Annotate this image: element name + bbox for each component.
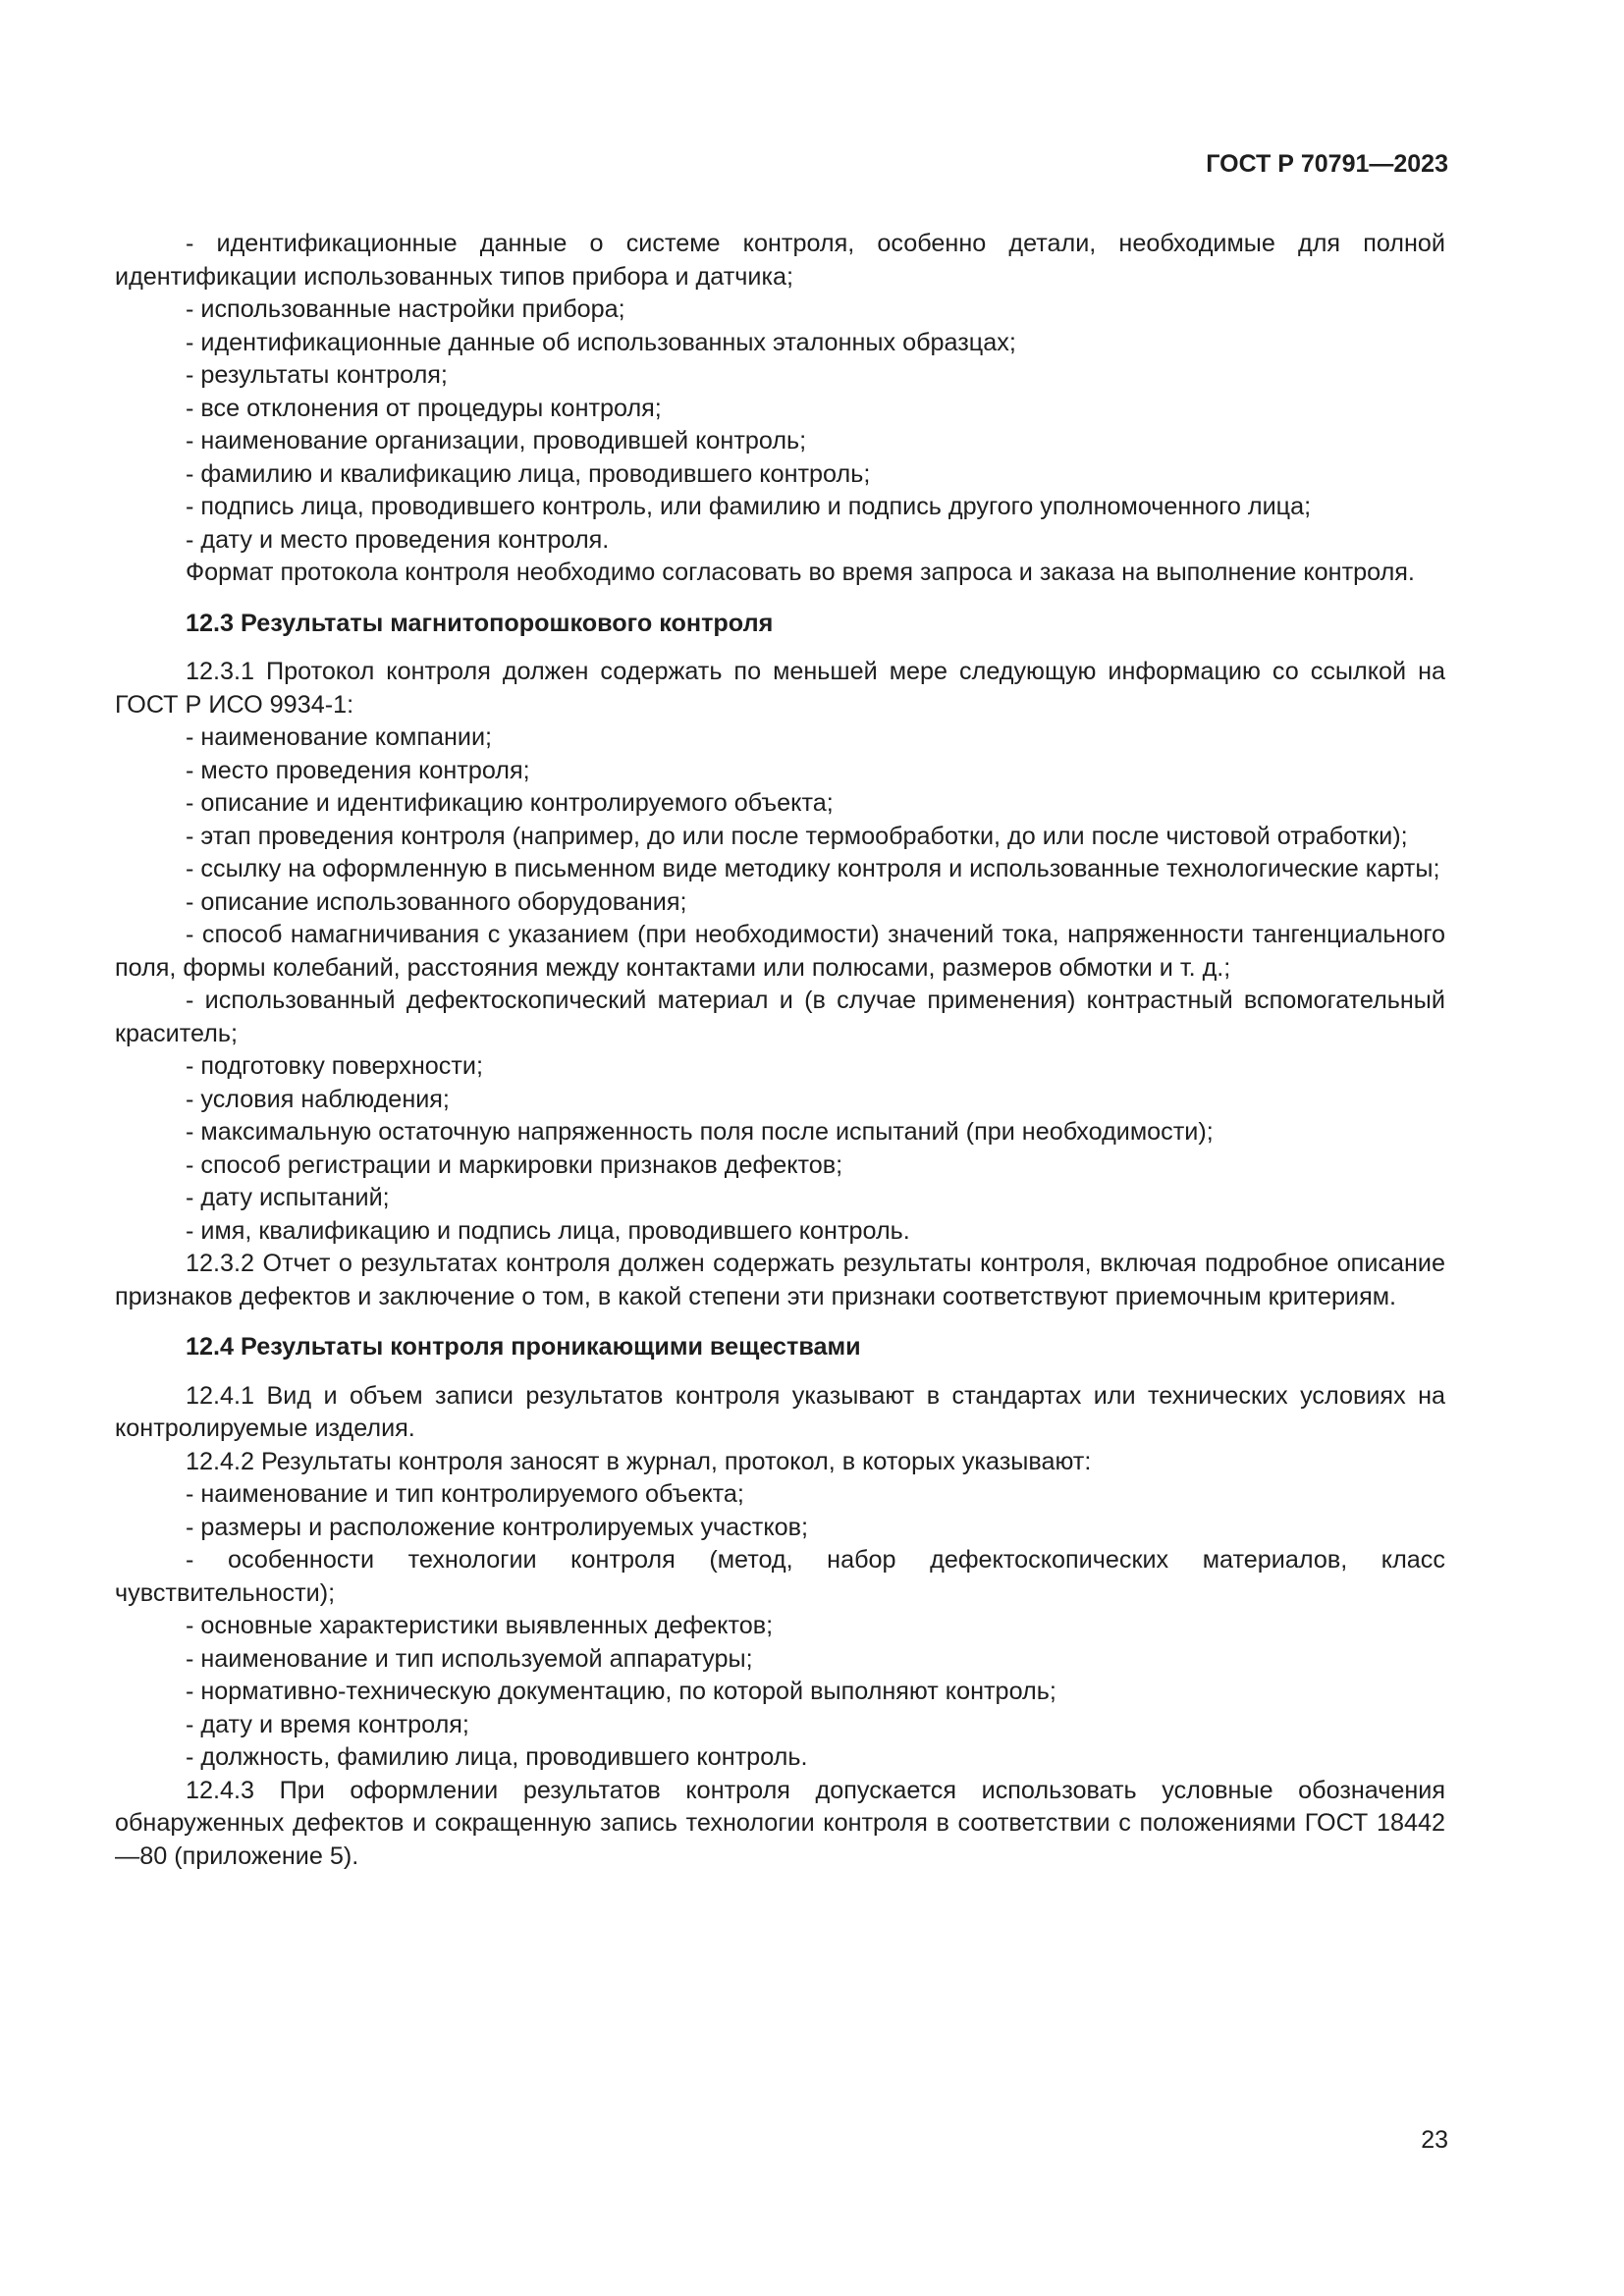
- list-item: - фамилию и квалификацию лица, проводившего контроль;: [186, 459, 871, 488]
- list-item: - использованный дефектоскопический материал и (в случае применения) контрастный вспомогательный краситель;: [115, 987, 1445, 1047]
- document-id-header: ГОСТ Р 70791—2023: [1206, 150, 1448, 178]
- list-item: - максимальную остаточную напряженность поля после испытаний (при необходимости);: [186, 1118, 1214, 1146]
- list-item: - основные характеристики выявленных дефектов;: [186, 1612, 774, 1639]
- paragraph: 12.3.1 Протокол контроля должен содержать по меньшей мере следующую информацию со ссылкой на ГОСТ Р ИСО 9934-1:: [115, 658, 1445, 719]
- list-item: - нормативно-техническую документацию, по которой выполняют контроль;: [186, 1678, 1056, 1705]
- list-item: - подготовку поверхности;: [186, 1052, 483, 1080]
- list-item: - дату и время контроля;: [186, 1710, 469, 1738]
- list-item: - дату и место проведения контроля.: [186, 525, 610, 554]
- list-item: - должность, фамилию лица, проводившего контроль.: [186, 1743, 808, 1771]
- paragraph: Формат протокола контроля необходимо согласовать во время запроса и заказа на выполнение контроля.: [186, 559, 1415, 586]
- list-item: - размеры и расположение контролируемых участков;: [186, 1513, 809, 1541]
- list-item: - особенности технологии контроля (метод, набор дефектоскопических материалов, класс чувствительности);: [115, 1546, 1445, 1607]
- list-item: - результаты контроля;: [186, 361, 448, 389]
- list-item: - способ намагничивания с указанием (при необходимости) значений тока, напряженности тангенциального поля, формы колебаний, расстояния между контактами или полюсами, размеров обмотки и т. д.;: [115, 921, 1445, 982]
- list-item: - место проведения контроля;: [186, 756, 530, 784]
- list-item: - описание использованного оборудования;: [186, 887, 687, 916]
- list-item: - наименование и тип используемой аппаратуры;: [186, 1644, 753, 1673]
- page-content: [115, 228, 1445, 1873]
- list-item: - все отклонения от процедуры контроля;: [186, 394, 662, 422]
- section-12-3: [115, 608, 1445, 1314]
- list-item: - идентификационные данные об использованных эталонных образцах;: [186, 328, 1016, 356]
- list-item: - имя, квалификацию и подпись лица, проводившего контроль.: [186, 1216, 910, 1245]
- list-item: - использованные настройки прибора;: [186, 295, 625, 323]
- section-12-2-continuation: [115, 228, 1445, 590]
- paragraph: 12.4.3 При оформлении результатов контроля допускается использовать условные обозначения обнаруженных дефектов и сокращенную запись технологии контроля в соответствии с положениями ГОСТ 18442—80 (приложение 5).: [115, 1776, 1445, 1870]
- section-heading: 12.4 Результаты контроля проникающими веществами: [186, 1333, 861, 1361]
- list-item: - дату испытаний;: [186, 1184, 390, 1211]
- list-item: - наименование организации, проводившей контроль;: [186, 427, 807, 454]
- list-item: - наименование компании;: [186, 723, 493, 751]
- list-item: - ссылку на оформленную в письменном виде методику контроля и использованные технологические карты;: [186, 855, 1440, 882]
- list-item: - описание и идентификацию контролируемого объекта;: [186, 789, 834, 817]
- section-heading: 12.3 Результаты магнитопорошкового контроля: [186, 609, 774, 637]
- list-item: - способ регистрации и маркировки признаков дефектов;: [186, 1150, 843, 1179]
- paragraph: 12.3.2 Отчет о результатах контроля должен содержать результаты контроля, включая подробное описание признаков дефектов и заключение о том, в какой степени эти признаки соответствуют приемочным критериям.: [115, 1250, 1445, 1310]
- section-12-4: [115, 1331, 1445, 1873]
- list-item: - этап проведения контроля (например, до или после термообработки, до или после чистовой отработки);: [186, 822, 1408, 850]
- list-item: - подпись лица, проводившего контроль, или фамилию и подпись другого уполномоченного лица;: [186, 493, 1312, 520]
- list-item: - условия наблюдения;: [186, 1085, 450, 1113]
- page-number: 23: [1421, 2126, 1448, 2154]
- list-item: - идентификационные данные о системе контроля, особенно детали, необходимые для полной идентификации использованных типов прибора и датчика;: [115, 230, 1445, 291]
- paragraph: 12.4.1 Вид и объем записи результатов контроля указывают в стандартах или технических условиях на контролируемые изделия.: [115, 1381, 1445, 1442]
- list-item: - наименование и тип контролируемого объекта;: [186, 1480, 744, 1508]
- paragraph: 12.4.2 Результаты контроля заносят в журнал, протокол, в которых указывают:: [186, 1447, 1092, 1475]
